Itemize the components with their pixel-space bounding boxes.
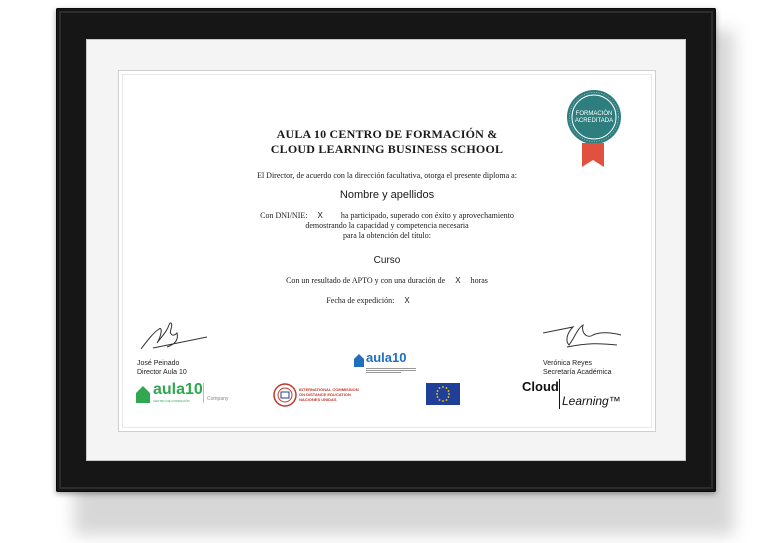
date-line [119,296,655,305]
signature-left-icon [133,315,213,355]
course-name: Curso [373,255,401,266]
aula10-left-company: Company [207,396,229,402]
dni-line [119,211,655,221]
aula10-center-fineprint [366,367,416,374]
badge-line2: ACREDITADA [574,118,614,124]
aula10-left-mark-icon [135,385,151,403]
body-line2: demostrando la capacidad y competencia necesaria [305,221,469,230]
diploma-title [119,127,655,157]
picture-frame [56,8,716,492]
hours-value: X [455,276,461,285]
icde-seal-icon [273,383,297,407]
eu-flag-icon [426,383,460,405]
signatory-left-name: José Peinado [137,360,180,367]
accreditation-badge-icon [566,89,622,145]
diploma-paper [118,70,656,432]
signatory-right-name: Verónica Reyes [543,360,593,367]
frame-mat [87,40,685,460]
ribbon-icon [580,143,606,169]
icde-line3: NACIONES UNIDAS [299,397,337,402]
date-label: Fecha de expedición: [326,296,395,305]
cloud-logo-word2: Learning™ [562,394,621,408]
result-prefix: Con un resultado de APTO y con una duración de [286,276,446,285]
icde-line1: INTERNATIONAL COMMISSION [299,387,359,392]
logo-divider [203,383,204,403]
dni-text: ha participado, superado con éxito y aprovechamiento [340,211,514,220]
result-line [119,276,655,285]
dni-label: Con DNI/NIE: [260,211,308,220]
title-line1: AULA 10 CENTRO DE FORMACIÓN & [276,127,498,141]
signatory-left-role: Director Aula 10 [137,369,187,376]
icde-text [299,387,359,402]
date-value: X [404,296,410,305]
diploma-body [119,211,655,241]
recipient-name: Nombre y apellidos [339,189,435,201]
signatory-right [543,359,611,377]
cloud-logo-divider [559,379,560,409]
body-line3: para la obtención del título: [343,231,431,240]
intro-text: El Director, de acuerdo con la dirección facultativa, otorga el presente diploma a: [257,171,517,180]
cloud-logo-word1: Cloud [522,379,559,394]
aula10-center-mark-icon [353,353,365,367]
aula10-center-logo: aula10 [366,350,407,365]
icde-line2: ON DISTANCE EDUCATION [299,392,351,397]
dni-value: X [317,211,323,220]
badge-line1: FORMACIÓN [575,111,613,117]
aula10-left-subtitle: CENTRO DE FORMACIÓN [153,399,190,403]
badge-text [566,111,622,125]
signature-right-icon [537,317,627,353]
aula10-left-logo: aula10 [153,381,203,398]
title-line2: CLOUD LEARNING BUSINESS SCHOOL [270,142,504,156]
result-suffix: horas [470,276,488,285]
signatory-left [137,359,187,377]
signatory-right-role: Secretaría Académica [543,369,612,376]
